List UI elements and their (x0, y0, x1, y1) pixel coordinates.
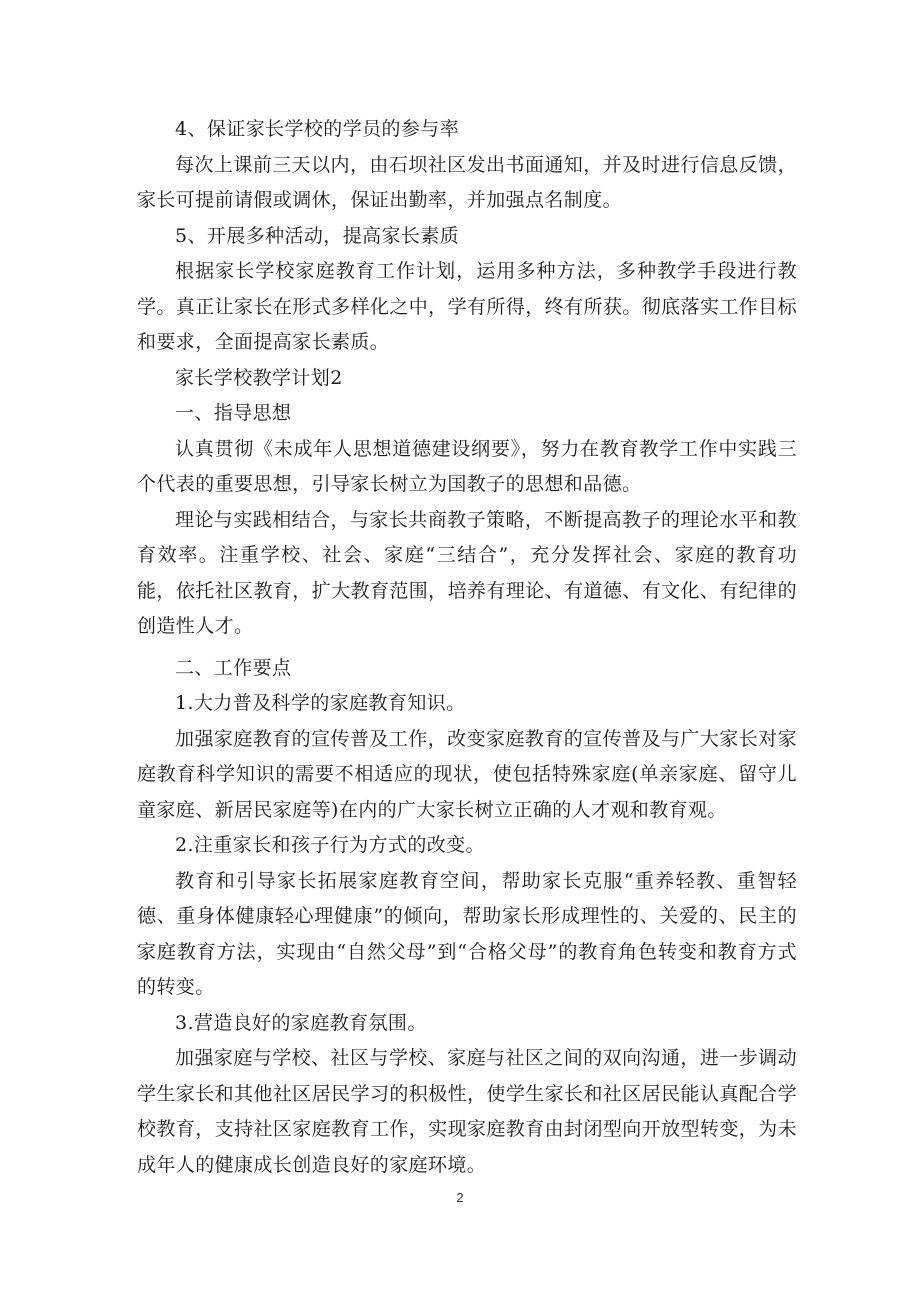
page-number: 2 (456, 1190, 464, 1205)
subheading-3: 3.营造良好的家庭教育氛围。 (175, 1011, 427, 1034)
heading-4-participation: 4、保证家长学校的学员的参与率 (175, 118, 460, 140)
paragraph: 理论与实践相结合，与家长共商教子策略，不断提高教子的理论水平和教育效率。注重学校、社会、家庭“三结合”，充分发挥社会、家庭的教育功能，依托社区教育，扩大教育范围，培养有理论、有道德、有文化、有纪律的创造性人才。 (137, 508, 797, 637)
heading-work-points: 二、工作要点 (175, 656, 292, 679)
heading-guiding-ideology: 一、指导思想 (175, 402, 292, 424)
paragraph: 加强家庭教育的宣传普及工作，改变家庭教育的宣传普及与广大家长对家庭教育科学知识的需要不相适应的现状，使包括特殊家庭(单亲家庭、留守儿童家庭、新居民家庭等)在内的广大家长树立正确的人才观和教育观。 (137, 727, 797, 821)
paragraph: 每次上课前三天以内，由石坝社区发出书面通知，并及时进行信息反馈，家长可提前请假或调休，保证出勤率，并加强点名制度。 (137, 153, 797, 211)
paragraph: 认真贯彻《未成年人思想道德建设纲要》，努力在教育教学工作中实践三个代表的重要思想，引导家长树立为国教子的思想和品德。 (137, 437, 797, 495)
paragraph: 教育和引导家长拓展家庭教育空间，帮助家长克服“重养轻教、重智轻德、重身体健康轻心理健康”的倾向，帮助家长形成理性的、关爱的、民主的家庭教育方法，实现由“自然父母”到“合格父母”的教育角色转变和教育方式的转变。 (137, 869, 797, 998)
paragraph: 加强家庭与学校、社区与学校、家庭与社区之间的双向沟通，进一步调动学生家长和其他社区居民学习的积极性，使学生家长和社区居民能认真配合学校教育，支持社区家庭教育工作，实现家庭教育由封闭型向开放型转变，为未成年人的健康成长创造良好的家庭环境。 (137, 1047, 797, 1176)
subheading-2: 2.注重家长和孩子行为方式的改变。 (175, 834, 485, 856)
section-title-plan-2: 家长学校教学计划2 (175, 366, 343, 389)
heading-5-activities: 5、开展多种活动，提高家长素质 (175, 224, 460, 247)
document-body (137, 112, 797, 1183)
subheading-1: 1.大力普及科学的家庭教育知识。 (175, 692, 466, 714)
paragraph: 根据家长学校家庭教育工作计划，运用多种方法，多种教学手段进行教学。真正让家长在形式多样化之中，学有所得，终有所获。彻底落实工作目标和要求，全面提高家长素质。 (137, 260, 797, 353)
